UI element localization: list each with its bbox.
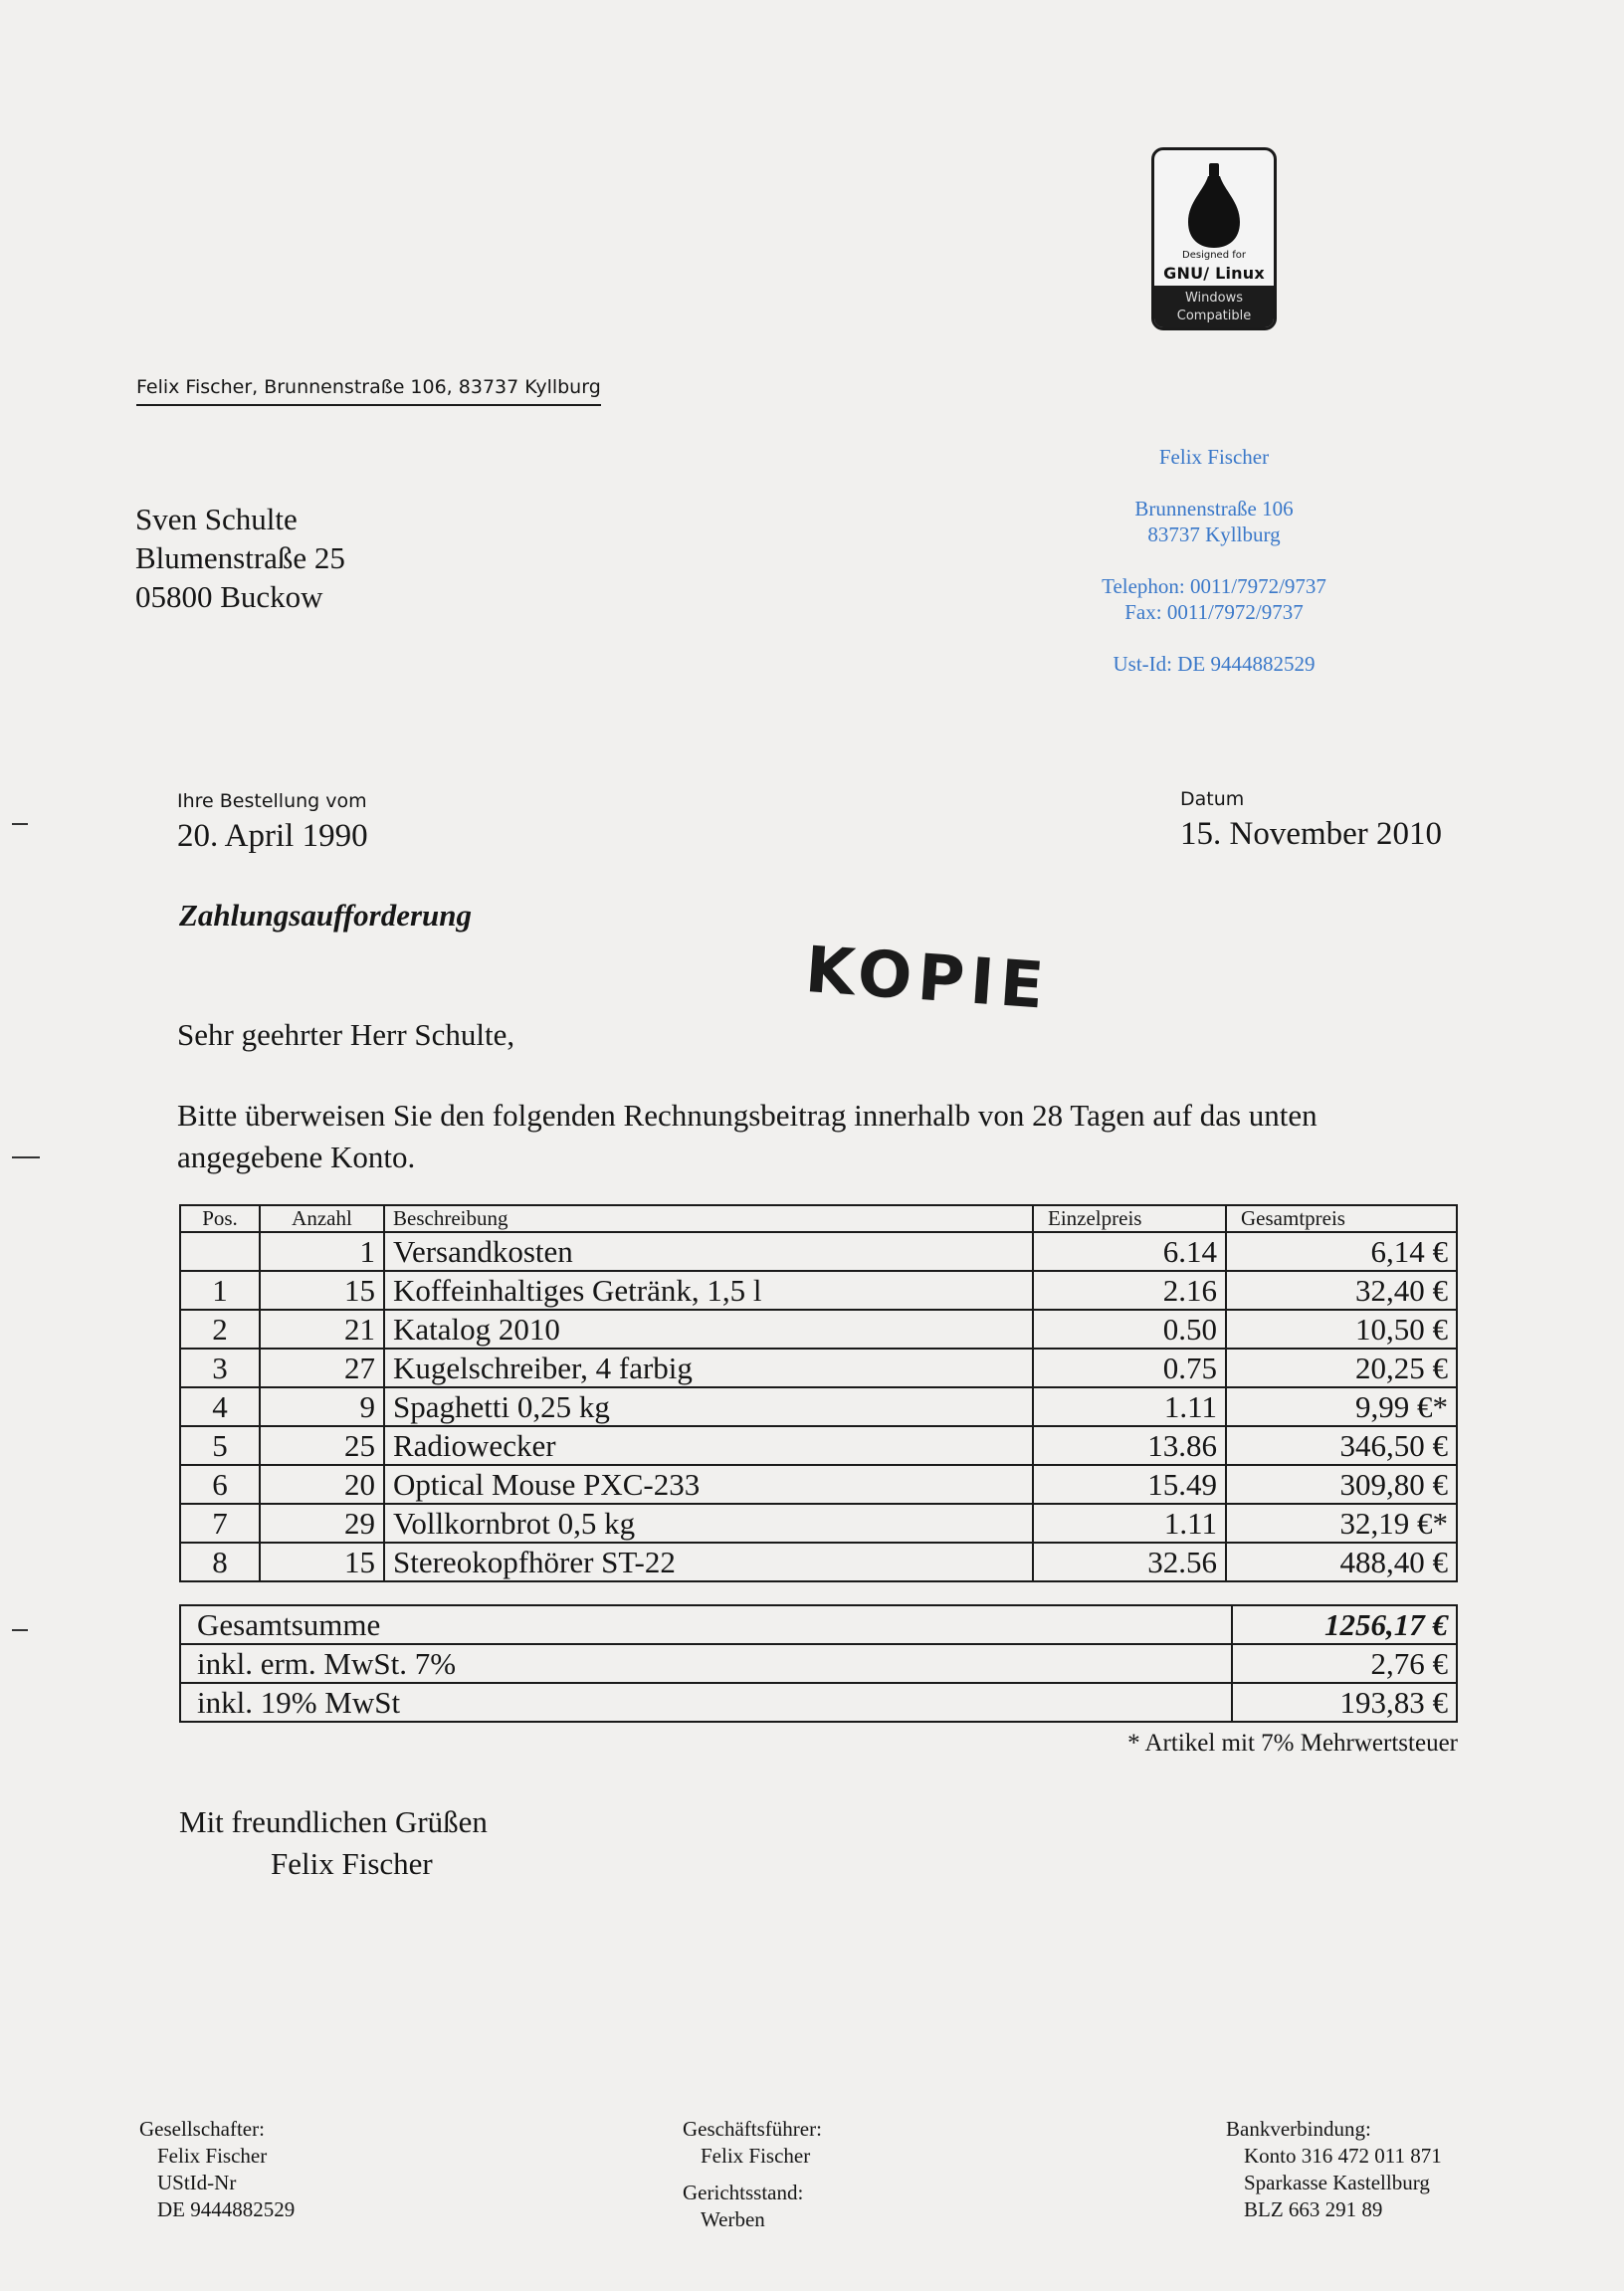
vat19-label: inkl. 19% MwSt (197, 1684, 401, 1720)
footer-jurisdiction-label: Gerichtsstand: (683, 2181, 804, 2204)
cell-einzelpreis: 32.56 (1033, 1543, 1226, 1581)
cell-pos: 1 (180, 1271, 260, 1310)
footer-shareholder-name: Felix Fischer (157, 2144, 268, 2168)
cell-pos: 8 (180, 1543, 260, 1581)
total-value: 1256,17 € (1232, 1605, 1457, 1644)
recipient-address (135, 500, 345, 616)
cell-gesamtpreis: 6,14 € (1226, 1232, 1457, 1271)
table-row (180, 1387, 1457, 1426)
footer-jurisdiction-value: Werben (701, 2207, 765, 2231)
table-header-row (180, 1205, 1457, 1232)
cell-anzahl: 15 (260, 1543, 384, 1581)
logo-text-compatible: Compatible (1176, 309, 1252, 323)
cell-anzahl: 21 (260, 1310, 384, 1349)
date-value: 15. November 2010 (1180, 816, 1443, 852)
footnote: * Artikel mit 7% Mehrwertsteuer (1127, 1730, 1458, 1757)
logo-text-windows: Windows (1184, 291, 1244, 306)
vat19-value: 193,83 € (1232, 1683, 1457, 1722)
vat19-row (180, 1683, 1457, 1722)
footer-blz: BLZ 663 291 89 (1244, 2197, 1383, 2221)
subject-line: Zahlungsaufforderung (179, 898, 473, 933)
footer-account: Konto 316 472 011 871 (1244, 2144, 1442, 2168)
cell-gesamtpreis: 309,80 € (1226, 1465, 1457, 1504)
fold-mark-middle (12, 1156, 40, 1158)
table-row (180, 1271, 1457, 1310)
cell-anzahl: 1 (260, 1232, 384, 1271)
cell-einzelpreis: 0.50 (1033, 1310, 1226, 1349)
cell-pos: 4 (180, 1387, 260, 1426)
cell-beschreibung: Optical Mouse PXC-233 (384, 1465, 1033, 1504)
cell-gesamtpreis: 488,40 € (1226, 1543, 1457, 1581)
cell-gesamtpreis: 32,19 €* (1226, 1504, 1457, 1543)
cell-gesamtpreis: 32,40 € (1226, 1271, 1457, 1310)
cell-einzelpreis: 0.75 (1033, 1349, 1226, 1387)
footer-management (683, 2116, 822, 2233)
footer-bank-label: Bankverbindung: (1226, 2117, 1371, 2141)
cell-anzahl: 20 (260, 1465, 384, 1504)
greeting: Sehr geehrter Herr Schulte, (177, 1017, 515, 1052)
sender-fax: Fax: 0011/7972/9737 (1124, 600, 1304, 624)
cell-gesamtpreis: 10,50 € (1226, 1310, 1457, 1349)
cell-pos: 5 (180, 1426, 260, 1465)
vat7-value: 2,76 € (1232, 1644, 1457, 1683)
cell-beschreibung: Spaghetti 0,25 kg (384, 1387, 1033, 1426)
cell-anzahl: 15 (260, 1271, 384, 1310)
footer-gf-name: Felix Fischer (701, 2144, 811, 2168)
vat7-label: inkl. erm. MwSt. 7% (180, 1644, 1232, 1683)
recipient-name: Sven Schulte (135, 502, 298, 536)
table-row (180, 1310, 1457, 1349)
cell-einzelpreis: 6.14 (1033, 1232, 1226, 1271)
cell-beschreibung: Katalog 2010 (384, 1310, 1033, 1349)
header-gesamtpreis: Gesamtpreis (1226, 1205, 1457, 1232)
cell-gesamtpreis: 9,99 €* (1226, 1387, 1457, 1426)
totals-table (179, 1604, 1458, 1723)
cell-pos: 2 (180, 1310, 260, 1349)
sender-vat-id: Ust-Id: DE 9444882529 (1113, 652, 1316, 676)
total-label: Gesamtsumme (180, 1605, 1232, 1644)
order-date-value: 20. April 1990 (177, 818, 368, 854)
header-beschreibung: Beschreibung (384, 1205, 1033, 1232)
cell-gesamtpreis: 346,50 € (1226, 1426, 1457, 1465)
header-anzahl: Anzahl (260, 1205, 384, 1232)
gnu-linux-logo (1151, 147, 1277, 330)
cell-einzelpreis: 1.11 (1033, 1504, 1226, 1543)
table-row (180, 1504, 1457, 1543)
cell-beschreibung: Kugelschreiber, 4 farbig (384, 1349, 1033, 1387)
closing-signature-name: Felix Fischer (271, 1846, 433, 1881)
return-address: Felix Fischer, Brunnenstraße 106, 83737 Kyllburg (136, 376, 601, 406)
recipient-city: 05800 Buckow (135, 579, 323, 614)
table-row (180, 1349, 1457, 1387)
cell-beschreibung: Koffeinhaltiges Getränk, 1,5 l (384, 1271, 1033, 1310)
footer-ustid-label: UStId-Nr (157, 2171, 237, 2194)
fold-mark-top (12, 823, 28, 825)
cell-anzahl: 9 (260, 1387, 384, 1426)
cell-beschreibung: Vollkornbrot 0,5 kg (384, 1504, 1033, 1543)
closing-salutation: Mit freundlichen Grüßen (179, 1804, 488, 1839)
closing (179, 1801, 488, 1885)
footer-gf-label: Geschäftsführer: (683, 2117, 822, 2141)
cell-anzahl: 27 (260, 1349, 384, 1387)
total-row (180, 1605, 1457, 1644)
footer-shareholder (139, 2116, 295, 2223)
logo-text-designed-for: Designed for (1182, 250, 1246, 261)
intro-text: Bitte überweisen Sie den folgenden Rechnungsbeitrag innerhalb von 28 Tagen auf das unten angegebene Konto. (177, 1098, 1318, 1174)
vat7-row (180, 1644, 1457, 1683)
cell-einzelpreis: 13.86 (1033, 1426, 1226, 1465)
cell-pos: 6 (180, 1465, 260, 1504)
footer-ustid-value: DE 9444882529 (157, 2197, 296, 2221)
cell-pos: 7 (180, 1504, 260, 1543)
copy-stamp: KOPIE (802, 934, 1052, 1024)
cell-beschreibung: Radiowecker (384, 1426, 1033, 1465)
fold-mark-bottom (12, 1629, 28, 1631)
header-pos: Pos. (180, 1205, 260, 1232)
header-einzelpreis: Einzelpreis (1033, 1205, 1226, 1232)
cell-beschreibung: Stereokopfhörer ST-22 (384, 1543, 1033, 1581)
footer-shareholder-label: Gesellschafter: (139, 2117, 265, 2141)
cell-einzelpreis: 2.16 (1033, 1271, 1226, 1310)
table-row (180, 1543, 1457, 1581)
footer-bank-name: Sparkasse Kastellburg (1244, 2171, 1430, 2194)
sender-name: Felix Fischer (1158, 445, 1270, 469)
cell-anzahl: 29 (260, 1504, 384, 1543)
table-row (180, 1465, 1457, 1504)
logo-text-gnu-linux: GNU/ Linux (1163, 264, 1265, 283)
cell-pos: 3 (180, 1349, 260, 1387)
footer-bank (1226, 2116, 1442, 2223)
table-row (180, 1232, 1457, 1271)
order-date-label: Ihre Bestellung vom (177, 790, 367, 812)
sender-street: Brunnenstraße 106 (1134, 497, 1294, 521)
sender-city: 83737 Kyllburg (1147, 522, 1281, 546)
cell-gesamtpreis: 20,25 € (1226, 1349, 1457, 1387)
date-label: Datum (1180, 788, 1245, 810)
sender-phone: Telephon: 0011/7972/9737 (1102, 574, 1326, 598)
items-table (179, 1204, 1458, 1582)
cell-einzelpreis: 15.49 (1033, 1465, 1226, 1504)
cell-anzahl: 25 (260, 1426, 384, 1465)
recipient-street: Blumenstraße 25 (135, 540, 345, 575)
cell-beschreibung: Versandkosten (384, 1232, 1033, 1271)
table-row (180, 1426, 1457, 1465)
cell-einzelpreis: 1.11 (1033, 1387, 1226, 1426)
cell-pos (180, 1232, 260, 1271)
